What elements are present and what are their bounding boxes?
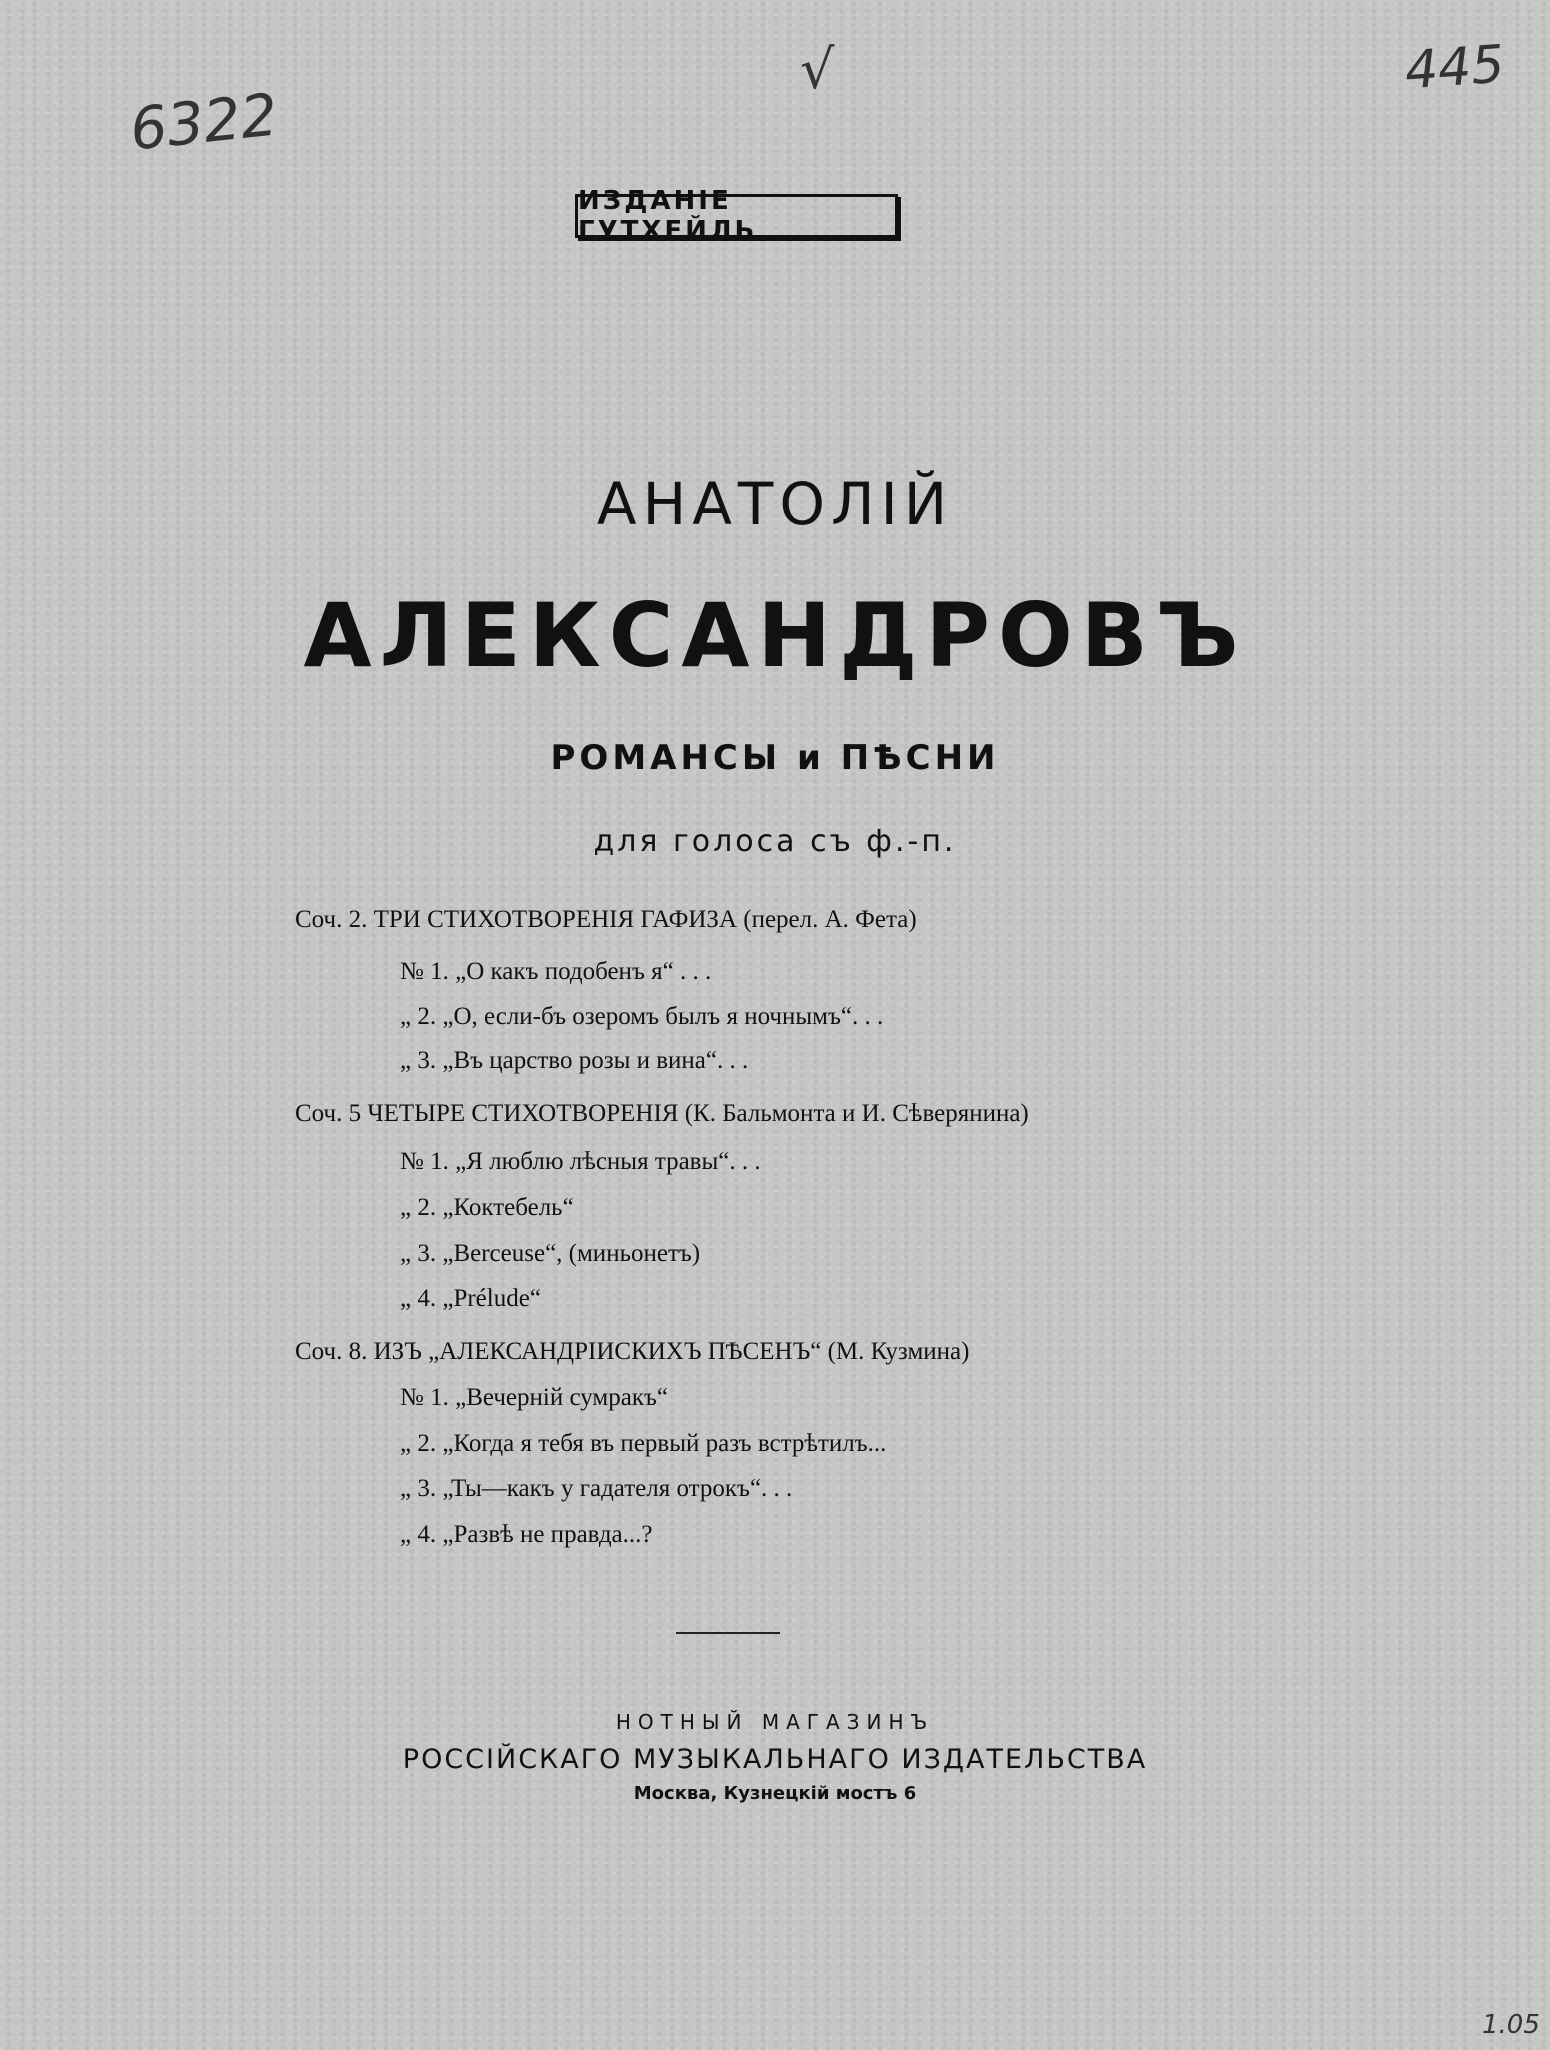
- item-title: „Вечерній сумракъ“: [455, 1384, 668, 1411]
- item-title: „Prélude“: [442, 1285, 541, 1312]
- item-title: „Я люблю лѣсныя травы“. . .: [455, 1148, 761, 1175]
- list-item: [400, 1521, 653, 1549]
- list-item: [400, 1047, 748, 1075]
- opus-title: ИЗЪ „АЛЕКСАНДРІИСКИХЪ ПѢСЕНЪ“ (М. Кузмина): [373, 1338, 970, 1365]
- list-item: [400, 1240, 700, 1268]
- item-number: „ 2.: [400, 1003, 437, 1030]
- item-number: „ 2.: [400, 1430, 437, 1457]
- item-number: № 1.: [400, 1148, 449, 1175]
- opus-heading: [295, 1338, 969, 1366]
- publisher-label: ИЗДАНІЕ ГУТХЕЙЛЬ: [578, 186, 758, 246]
- list-item: [400, 1285, 541, 1313]
- composer-first-name: АНАТОЛІЙ: [596, 470, 954, 538]
- store-publisher-name: РОССІЙСКАГО МУЗЫКАЛЬНАГО ИЗДАТЕЛЬСТВА: [402, 1744, 1148, 1775]
- item-title: „Когда я тебя въ первый разъ встрѣтилъ...: [442, 1430, 887, 1457]
- opus-heading: [295, 906, 917, 934]
- item-title: „Въ царство розы и вина“. . .: [442, 1047, 749, 1074]
- voice-line: для голоса съ ф.-п.: [593, 824, 957, 859]
- item-number: „ 3.: [400, 1047, 437, 1074]
- list-item: [400, 1384, 668, 1412]
- item-title: „Коктебель“: [442, 1194, 574, 1221]
- opus-label: Соч. 8.: [295, 1338, 368, 1365]
- opus-label: Соч. 5: [295, 1100, 362, 1127]
- list-item: [400, 1430, 886, 1458]
- store-address: Москва, Кузнецкій мостъ 6: [633, 1783, 917, 1804]
- opus-label: Соч. 2.: [295, 906, 368, 933]
- item-number: „ 3.: [400, 1475, 437, 1502]
- divider-rule: [676, 1632, 780, 1634]
- item-number: № 1.: [400, 1384, 449, 1411]
- list-item: [400, 1148, 761, 1176]
- item-number: „ 4.: [400, 1521, 437, 1548]
- handwritten-checkmark: √: [800, 38, 835, 101]
- opus-title: ТРИ СТИХОТВОРЕНІЯ ГАФИЗА (перел. А. Фета): [373, 906, 917, 933]
- item-number: „ 4.: [400, 1285, 437, 1312]
- list-item: [400, 1003, 883, 1031]
- opus-title: ЧЕТЫРЕ СТИХОТВОРЕНІЯ (К. Бальмонта и И. Сѣверянина): [367, 1100, 1029, 1127]
- handwritten-number-left: 6322: [126, 80, 281, 164]
- item-title: „О, если-бъ озеромъ былъ я ночнымъ“. . .: [442, 1003, 884, 1030]
- store-label: НОТНЫЙ МАГАЗИНЪ: [615, 1710, 935, 1734]
- item-title: „О какъ подобенъ я“ . . .: [455, 958, 712, 985]
- list-item: [400, 1475, 792, 1503]
- item-title: „Развѣ не правда...?: [442, 1521, 653, 1548]
- item-title: „Berceuse“, (миньонетъ): [442, 1240, 701, 1267]
- item-number: № 1.: [400, 958, 449, 985]
- opus-heading: [295, 1100, 1029, 1128]
- handwritten-number-bottom-right: 1.05: [1482, 2010, 1540, 2040]
- item-title: „Ты—какъ у гадателя отрокъ“. . .: [442, 1475, 793, 1502]
- list-item: [400, 958, 711, 986]
- item-number: „ 2.: [400, 1194, 437, 1221]
- composer-surname: АЛЕКСАНДРОВЪ: [303, 584, 1247, 687]
- item-number: „ 3.: [400, 1240, 437, 1267]
- list-item: [400, 1194, 574, 1222]
- handwritten-number-right: 445: [1403, 34, 1507, 102]
- subtitle: РОМАНСЫ и ПѢСНИ: [550, 738, 1000, 778]
